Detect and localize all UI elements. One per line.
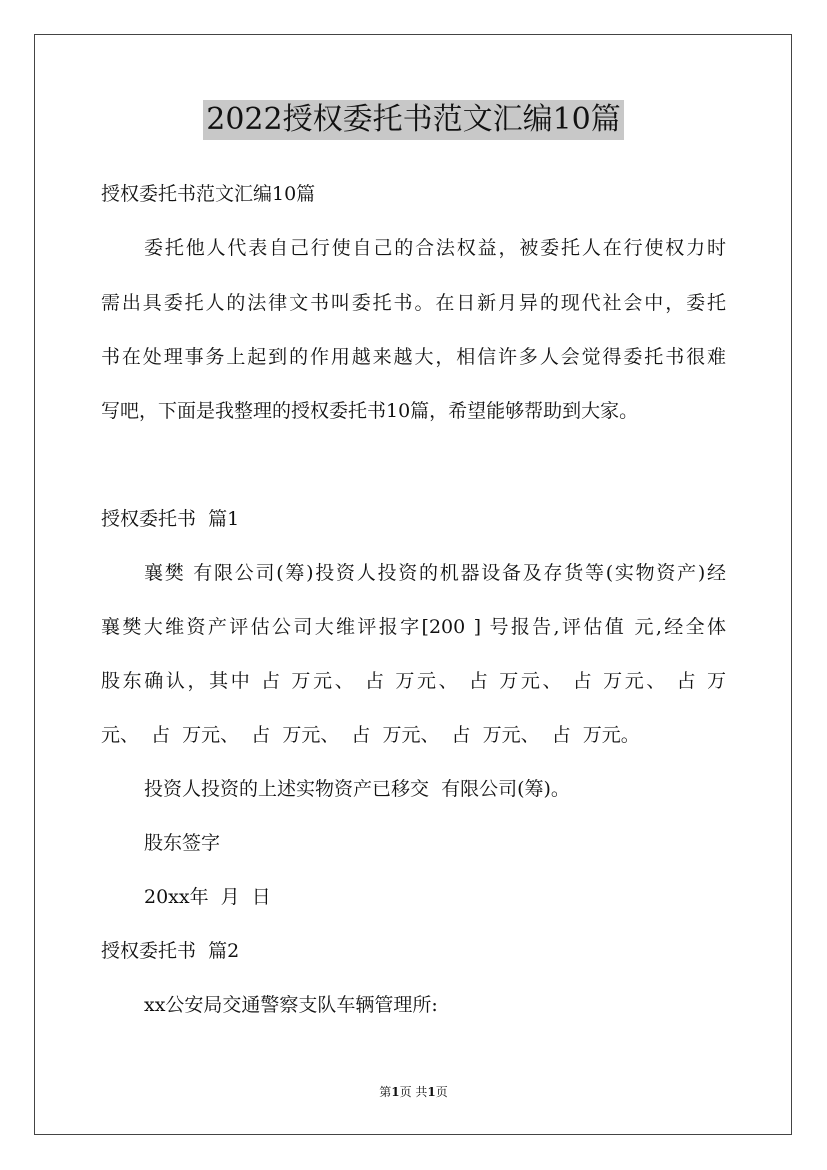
section1-sign: 股东签字 <box>144 832 221 854</box>
intro-line-4: 写吧，下面是我整理的授权委托书10篇，希望能够帮助到大家。 <box>101 400 639 422</box>
intro-line-1: 委托他人代表自己行使自己的合法权益，被委托人在行使权力时 <box>144 237 726 259</box>
footer-mid: 页 共 <box>399 1085 428 1099</box>
section1-heading: 授权委托书 篇1 <box>101 508 240 530</box>
section1-date: 20xx年 月 日 <box>144 886 271 908</box>
section2-heading: 授权委托书 篇2 <box>101 940 240 962</box>
section1-line-3: 股东确认，其中 占 万元、 占 万元、 占 万元、 占 万元、 占 万 <box>101 670 726 692</box>
page-footer <box>0 1084 827 1100</box>
section1-transfer: 投资人投资的上述实物资产已移交 有限公司(筹)。 <box>144 778 570 800</box>
section2-line-1: xx公安局交通警察支队车辆管理所: <box>144 994 438 1016</box>
document-title: 2022授权委托书范文汇编10篇 <box>203 100 624 140</box>
footer-suffix: 页 <box>435 1085 448 1099</box>
intro-line-2: 需出具委托人的法律文书叫委托书。在日新月异的现代社会中，委托 <box>101 292 726 314</box>
section1-line-2: 襄樊大维资产评估公司大维评报字[200 ] 号报告,评估值 元,经全体 <box>101 616 726 638</box>
section1-line-4: 元、 占 万元、 占 万元、 占 万元、 占 万元、 占 万元。 <box>101 724 640 746</box>
footer-page-num: 1 <box>391 1085 400 1099</box>
document-subtitle: 授权委托书范文汇编10篇 <box>101 183 316 205</box>
title-container <box>0 100 827 140</box>
footer-prefix: 第 <box>379 1085 392 1099</box>
intro-line-3: 书在处理事务上起到的作用越来越大，相信许多人会觉得委托书很难 <box>101 346 726 368</box>
section1-line-1: 襄樊 有限公司(筹)投资人投资的机器设备及存货等(实物资产)经 <box>144 562 726 584</box>
footer-page-total: 1 <box>427 1085 436 1099</box>
